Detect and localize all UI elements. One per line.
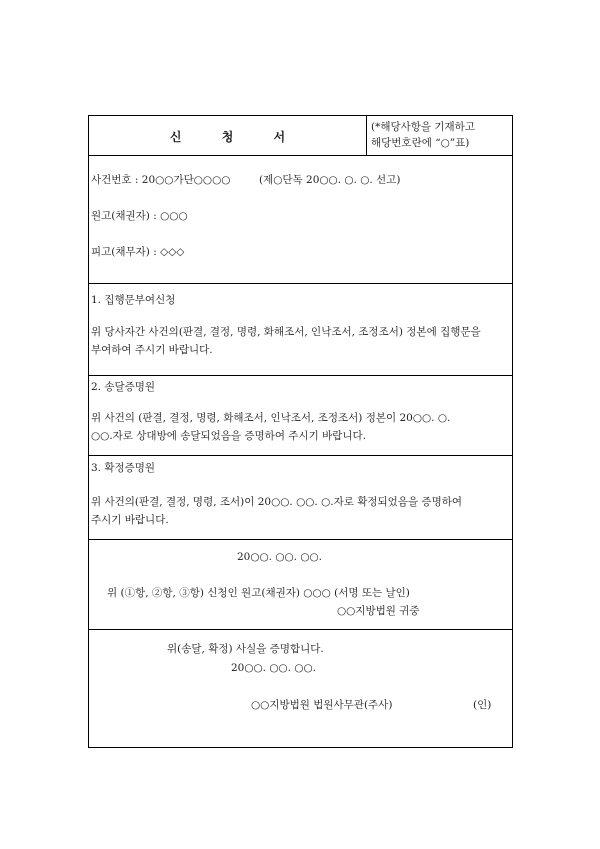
instruction-note-line2: 해당번호란에 “○”표)	[371, 137, 470, 149]
section3-heading: 3. 확정증명원	[91, 462, 156, 474]
section2-heading: 2. 송달증명원	[91, 381, 156, 393]
application-date: 20○○. ○○. ○○.	[237, 551, 323, 563]
title-cell	[89, 116, 367, 156]
instruction-note-line1: (*해당사항을 기재하고	[371, 121, 475, 133]
section2-body-line1: 위 사건의 (판결, 결정, 명령, 화해조서, 인낙조서, 조정조서) 정본이 20○○. ○.	[91, 412, 451, 424]
certification-statement: 위(송달, 확정) 사실을 증명합니다.	[167, 643, 324, 655]
judgment-info: (제○단독 20○○. ○. ○. 선고)	[259, 174, 401, 186]
certification-date: 20○○. ○○. ○○.	[231, 662, 317, 674]
section-service-certificate	[89, 376, 512, 456]
section1-body-line2: 부여하여 주시기 바랍니다.	[91, 344, 213, 356]
form-title: 신 청 서	[169, 130, 304, 144]
applicant-block	[89, 540, 512, 630]
section-enforcement	[89, 284, 512, 376]
court-clerk: ○○지방법원 법원사무관(주사)	[251, 699, 393, 711]
case-number: 사건번호 : 20○○가단○○○○	[91, 174, 231, 186]
section1-body-line1: 위 당사자간 사건의(판결, 결정, 명령, 화해조서, 인낙조서, 조정조서) 정본에 집행문을	[91, 326, 481, 338]
form-header-row	[89, 116, 512, 156]
court-addressee: ○○지방법원 귀중	[337, 605, 420, 617]
case-info-row	[89, 156, 512, 284]
section3-body-line1: 위 사건의(판결, 결정, 명령, 조서)이 20○○. ○○. ○.자로 확정되었음을 증명하여	[91, 496, 463, 508]
application-form	[88, 115, 513, 748]
certification-block	[89, 630, 512, 749]
plaintiff: 원고(채권자) : ○○○	[91, 210, 188, 222]
defendant: 피고(채무자) : ◇◇◇	[91, 246, 185, 258]
section1-heading: 1. 집행문부여신청	[91, 294, 176, 306]
section3-body-line2: 주시기 바랍니다.	[91, 514, 169, 526]
section-finality-certificate	[89, 456, 512, 540]
section2-body-line2: ○○.자로 상대방에 송달되었음을 증명하여 주시기 바랍니다.	[91, 430, 366, 442]
applicant-line: 위 (①항, ②항, ③항) 신청인 원고(채권자) ○○○ (서명 또는 날인)	[107, 587, 410, 599]
seal-mark: (인)	[473, 699, 492, 711]
